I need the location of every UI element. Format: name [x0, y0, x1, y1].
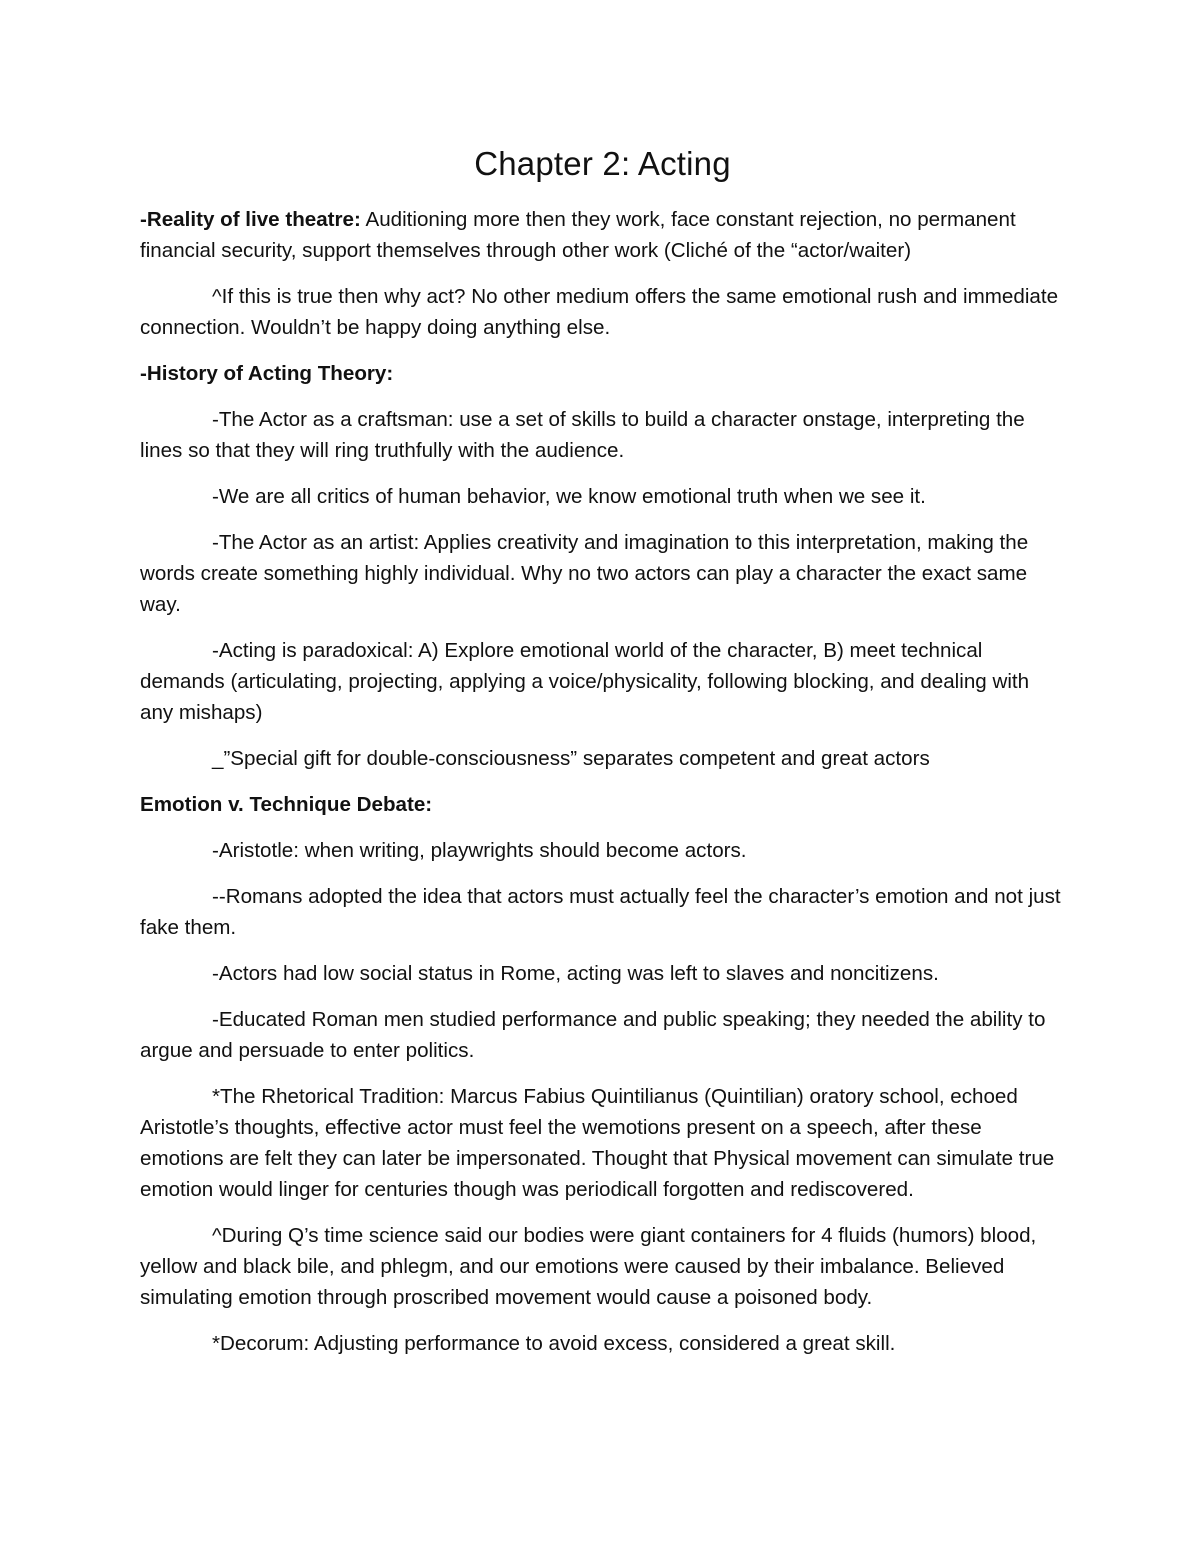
heading-history-of-acting-theory: -History of Acting Theory:: [140, 362, 394, 385]
paragraph-double-consciousness: _”Special gift for double-consciousness” separates competent and great actors: [212, 747, 930, 770]
document-title: Chapter 2: Acting: [474, 145, 731, 182]
paragraph-label: -Reality of live theatre:: [140, 208, 361, 231]
paragraph-low-social-status: -Actors had low social status in Rome, acting was left to slaves and noncitizens.: [212, 962, 939, 985]
paragraph-decorum: *Decorum: Adjusting performance to avoid excess, considered a great skill.: [212, 1332, 896, 1355]
paragraph-critics-of-behavior: -We are all critics of human behavior, we know emotional truth when we see it.: [212, 485, 926, 508]
paragraph-acting-paradoxical: -Acting is paradoxical: A) Explore emotional world of the character, B) meet technical demands (articulating, projecting, applying a voice/physicality, following blocking, and dealing with any mishaps): [140, 639, 1030, 724]
heading-emotion-v-technique: Emotion v. Technique Debate:: [140, 793, 433, 816]
paragraph-romans-adopted: --Romans adopted the idea that actors must actually feel the character’s emotion and not just fake them.: [140, 885, 1061, 939]
paragraph-why-act: ^If this is true then why act? No other medium offers the same emotional rush and immediate connection. Wouldn’t be happy doing anything else.: [140, 285, 1059, 339]
document-body: [140, 204, 1065, 1374]
paragraph-educated-roman-men: -Educated Roman men studied performance and public speaking; they needed the ability to argue and persuade to enter politics.: [140, 1008, 1046, 1062]
paragraph-rhetorical-tradition: *The Rhetorical Tradition: Marcus Fabius Quintilianus (Quintilian) oratory school, echoed Aristotle’s thoughts, effective actor must feel the wemotions present on a speech, after these emotions are felt they can later be impersonated. Thought that Physical movement can simulate true emotion would linger for centuries though was periodicall forgotten and rediscovered.: [140, 1085, 1055, 1201]
paragraph-aristotle: -Aristotle: when writing, playwrights should become actors.: [212, 839, 747, 862]
paragraph-actor-craftsman: -The Actor as a craftsman: use a set of skills to build a character onstage, interpreting the lines so that they will ring truthfully with the audience.: [140, 408, 1025, 462]
paragraph-actor-artist: -The Actor as an artist: Applies creativity and imagination to this interpretation, making the words create something highly individual. Why no two actors can play a character the exact same way.: [140, 531, 1029, 616]
paragraph-humors: ^During Q’s time science said our bodies were giant containers for 4 fluids (humors) blood, yellow and black bile, and phlegm, and our emotions were caused by their imbalance. Believed simulating emotion through proscribed movement would cause a poisoned body.: [140, 1224, 1037, 1309]
paragraph-reality-of-live-theatre: [140, 204, 1065, 266]
paragraph-text: Auditioning more then they work, face constant rejection, no permanent financial security, support themselves through other work (Cliché of the “actor/waiter): [140, 208, 1016, 262]
